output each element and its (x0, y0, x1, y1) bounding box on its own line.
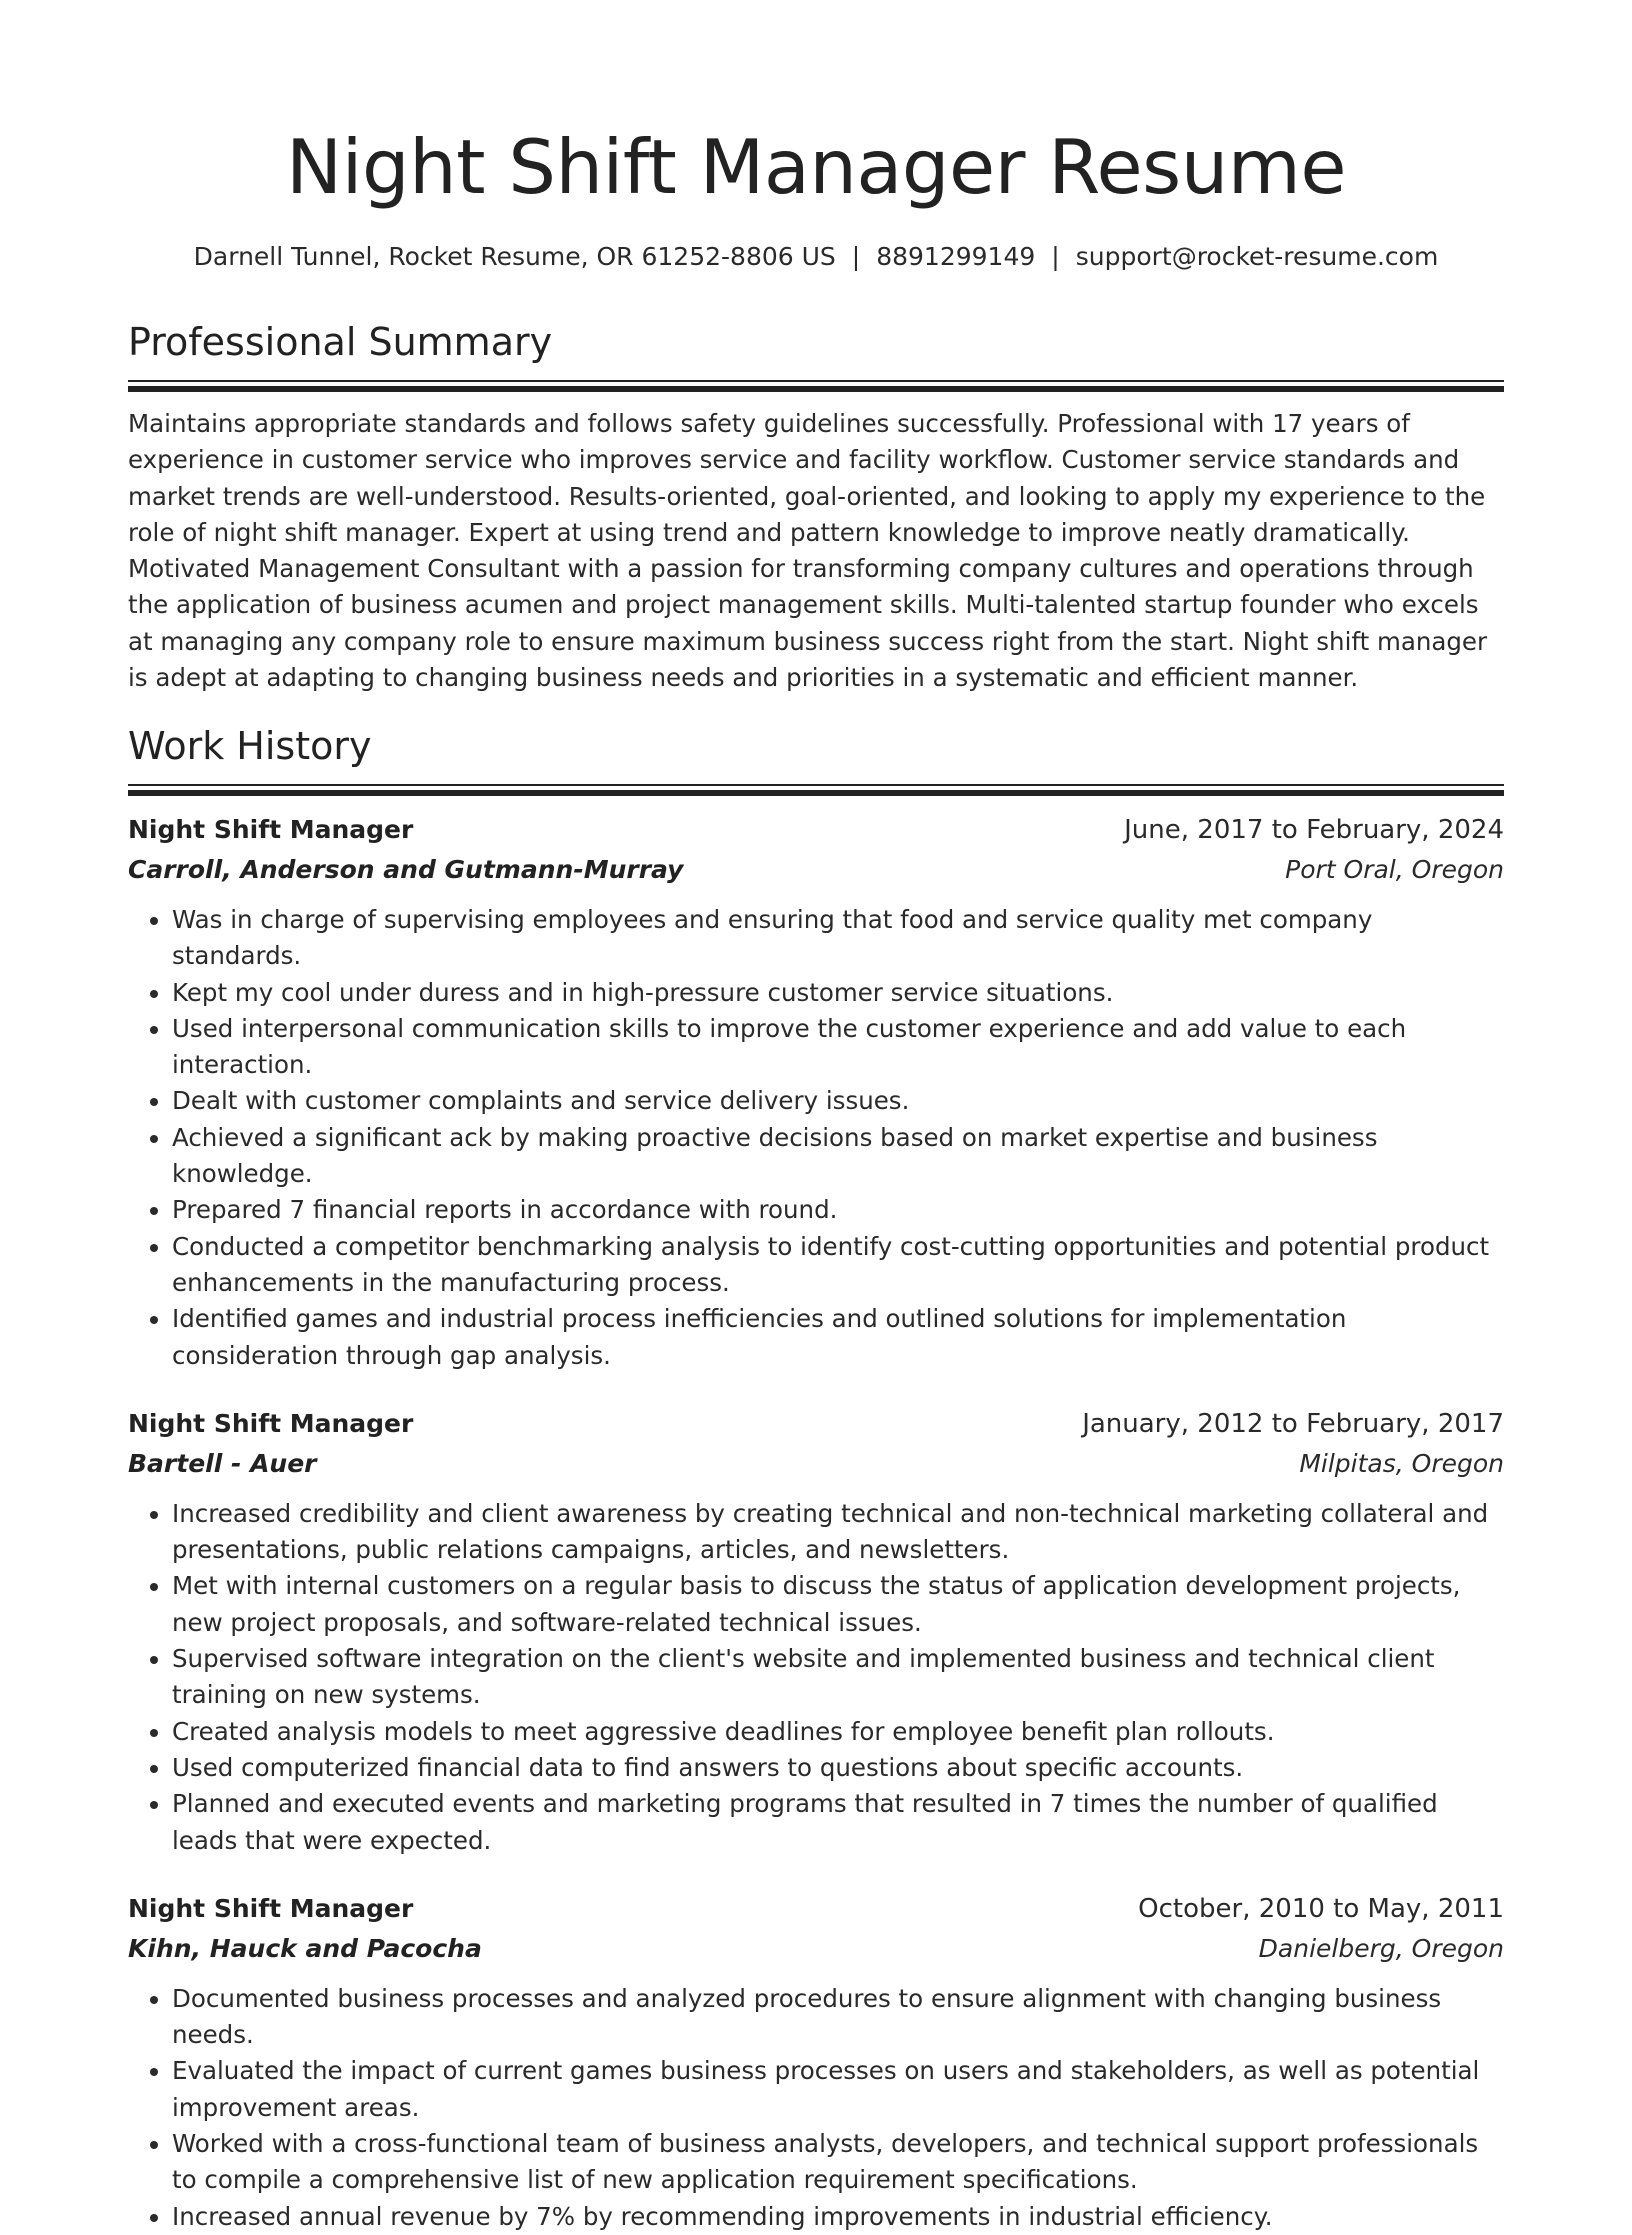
job-bullet: • Kept my cool under duress and in high-pressure customer service situations. (172, 975, 1504, 1011)
job-role: Night Shift Manager (128, 1408, 414, 1438)
job-header (128, 1889, 1504, 1929)
job-bullet: • Planned and executed events and marketing programs that resulted in 7 times the number of qualified leads that were expected. (172, 1786, 1504, 1859)
job-bullet: • Dealt with customer complaints and service delivery issues. (172, 1083, 1504, 1119)
section-divider (128, 784, 1504, 796)
job-dates: January, 2012 to February, 2017 (1082, 1408, 1504, 1439)
job-location: Danielberg, Oregon (1258, 1933, 1504, 1963)
contact-email: support@rocket-resume.com (1075, 242, 1439, 271)
contact-address: Darnell Tunnel, Rocket Resume, OR 61252-8806 US (193, 242, 836, 271)
summary-heading: Professional Summary (128, 320, 553, 364)
job-bullet: • Achieved a significant ack by making proactive decisions based on market expertise and business knowledge. (172, 1120, 1504, 1193)
resume-title: Night Shift Manager Resume (286, 123, 1346, 211)
contact-phone: 8891299149 (876, 242, 1036, 271)
job-bullets (128, 1981, 1504, 2235)
job-header (128, 1404, 1504, 1444)
contact-separator: | (1051, 242, 1060, 271)
contact-line (0, 240, 1632, 274)
job-subheader (128, 850, 1504, 890)
job-bullet: • Documented business processes and analyzed procedures to ensure alignment with changing business needs. (172, 1981, 1504, 2054)
job-company: Carroll, Anderson and Gutmann-Murray (128, 855, 684, 884)
job-bullets (128, 1496, 1504, 1859)
job-bullet: • Was in charge of supervising employees and ensuring that food and service quality met company standards. (172, 902, 1504, 975)
job-bullet: • Supervised software integration on the client's website and implemented business and technical client training on new systems. (172, 1641, 1504, 1714)
summary-text: Maintains appropriate standards and follows safety guidelines successfully. Professional with 17 years of experience in customer service who improves service and facility workflow. Customer service standards and market trends are well-understood. Results-oriented, goal-oriented, and looking to apply my experience to the role of night shift manager. Expert at using trend and pattern knowledge to improve neatly dramatically. Motivated Management Consultant with a passion for transforming company cultures and operations through the application of business acumen and project management skills. Multi-talented startup founder who excels at managing any company role to ensure maximum business success right from the start. Night shift manager is adept at adapting to changing business needs and priorities in a systematic and efficient manner. (128, 409, 1488, 693)
job-bullet: • Met with internal customers on a regular basis to discuss the status of application development projects, new project proposals, and software-related technical issues. (172, 1568, 1504, 1641)
job-bullet: • Used computerized financial data to find answers to questions about specific accounts. (172, 1750, 1504, 1786)
job-entry-2 (128, 1404, 1504, 1859)
work-history-section (128, 722, 1504, 2235)
job-entry-3 (128, 1889, 1504, 2235)
job-bullet: • Increased annual revenue by 7% by recommending improvements in industrial efficiency. (172, 2199, 1504, 2235)
contact-separator: | (851, 242, 861, 271)
work-history-heading: Work History (128, 724, 372, 768)
summary-section (128, 318, 1504, 696)
job-bullet: • Created analysis models to meet aggressive deadlines for employee benefit plan rollouts. (172, 1714, 1504, 1750)
job-entry-1 (128, 810, 1504, 1374)
job-bullet: • Increased credibility and client awareness by creating technical and non-technical marketing collateral and presentations, public relations campaigns, articles, and newsletters. (172, 1496, 1504, 1569)
job-bullet: • Prepared 7 financial reports in accordance with round. (172, 1192, 1504, 1228)
job-bullet: • Evaluated the impact of current games business processes on users and stakeholders, as well as potential improvement areas. (172, 2053, 1504, 2126)
job-bullet: • Conducted a competitor benchmarking analysis to identify cost-cutting opportunities and potential product enhancements in the manufacturing process. (172, 1229, 1504, 1302)
job-dates: October, 2010 to May, 2011 (1138, 1893, 1504, 1924)
job-subheader (128, 1929, 1504, 1969)
job-bullets (128, 902, 1504, 1374)
job-subheader (128, 1444, 1504, 1484)
job-company: Kihn, Hauck and Pacocha (128, 1933, 482, 1963)
job-location: Milpitas, Oregon (1299, 1448, 1504, 1478)
job-role: Night Shift Manager (128, 1893, 414, 1923)
job-location: Port Oral, Oregon (1285, 855, 1504, 884)
job-dates: June, 2017 to February, 2024 (1124, 815, 1504, 845)
job-bullet: • Used interpersonal communication skills to improve the customer experience and add value to each interaction. (172, 1011, 1504, 1084)
job-header (128, 810, 1504, 850)
job-role: Night Shift Manager (128, 815, 414, 844)
job-bullet: • Identified games and industrial process inefficiencies and outlined solutions for implementation consideration through gap analysis. (172, 1301, 1504, 1374)
job-bullet: • Worked with a cross-functional team of business analysts, developers, and technical support professionals to compile a comprehensive list of new application requirement specifications. (172, 2126, 1504, 2199)
section-divider (128, 380, 1504, 392)
job-company: Bartell - Auer (128, 1448, 317, 1478)
